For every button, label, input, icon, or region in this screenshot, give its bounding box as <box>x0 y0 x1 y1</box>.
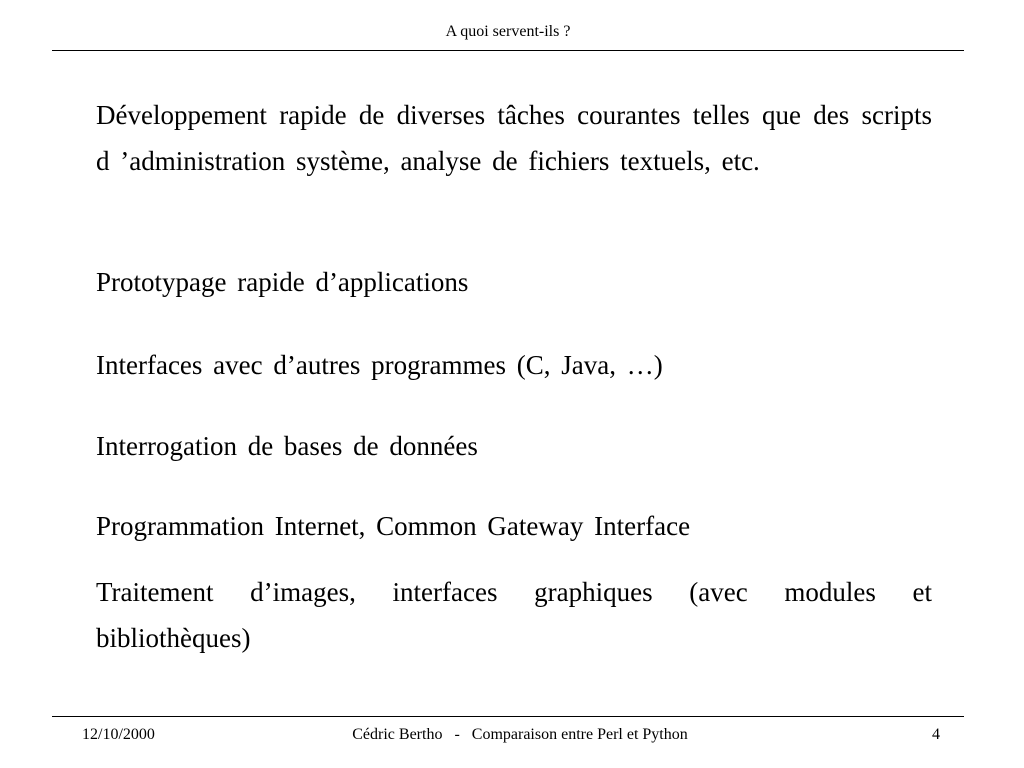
list-item-databases: Interrogation de bases de données <box>96 431 478 461</box>
footer-divider <box>52 716 964 717</box>
list-item-development: Développement rapide de diverses tâches courantes telles que des scripts d ’administration système, analyse de fichiers textuels, etc. <box>96 100 932 176</box>
header-divider <box>52 50 964 51</box>
list-item-internet-programming: Programmation Internet, Common Gateway Interface <box>96 511 691 541</box>
slide-title: A quoi servent-ils ? <box>445 23 571 40</box>
list-item-image-processing: Traitement d’images, interfaces graphiques (avec modules et bibliothèques) <box>96 577 932 653</box>
footer-author-title: Cédric Bertho - Comparaison entre Perl et Python <box>352 726 688 743</box>
list-item-prototyping: Prototypage rapide d’applications <box>96 267 469 297</box>
footer-date: 12/10/2000 <box>82 726 155 743</box>
list-item-interfaces: Interfaces avec d’autres programmes (C, Java, …) <box>96 350 663 380</box>
page-number: 4 <box>932 726 940 743</box>
